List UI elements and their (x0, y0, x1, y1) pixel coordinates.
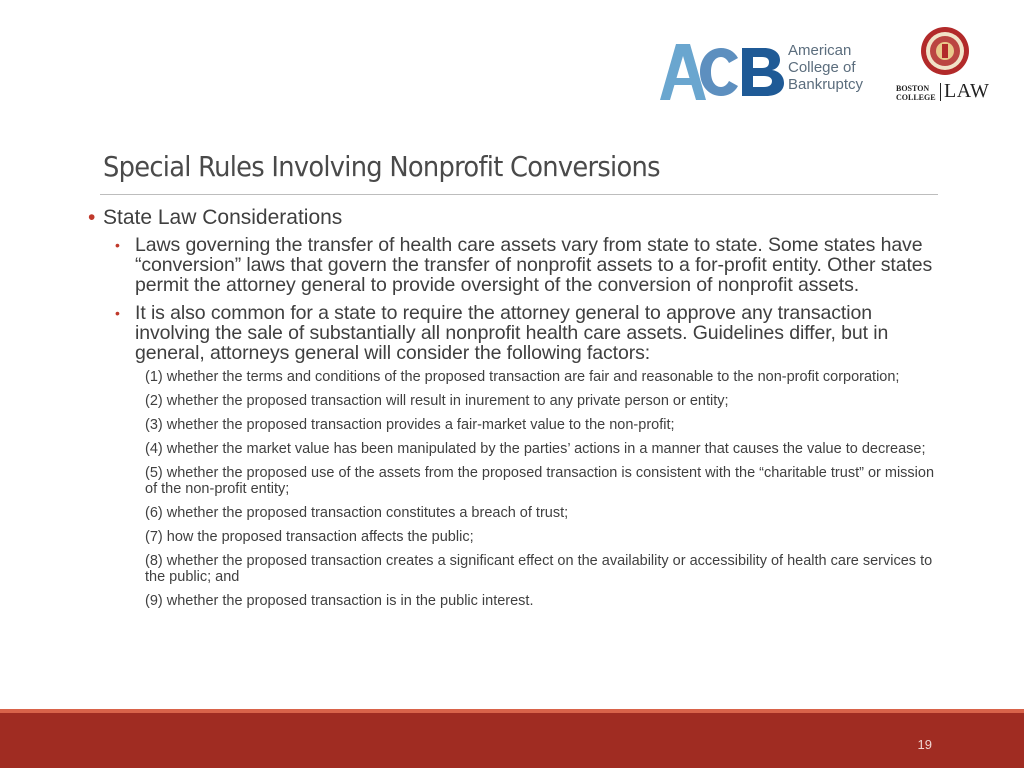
bullet-icon: • (115, 237, 120, 253)
bc-wordmark (896, 80, 996, 104)
bc-seal-icon (920, 26, 970, 76)
factor-item: (5) whether the proposed use of the assets from the proposed transaction is consistent with the “charitable trust” or mission of the non-profit entity; (145, 465, 935, 497)
acb-logo-text (788, 42, 878, 93)
factor-item: (3) whether the proposed transaction provides a fair-market value to the non-profit; (145, 417, 675, 433)
bullet-icon: • (88, 206, 96, 229)
title-divider (100, 194, 938, 195)
factor-item: (4) whether the market value has been manipulated by the parties’ actions in a manner that causes the value to decrease; (145, 441, 926, 457)
factor-item: (2) whether the proposed transaction will result in inurement to any private person or entity; (145, 393, 729, 409)
bc-small-line: COLLEGE (896, 93, 936, 102)
factor-item: (1) whether the terms and conditions of the proposed transaction are fair and reasonable to the non-profit corporation; (145, 369, 900, 385)
factor-item: (6) whether the proposed transaction constitutes a breach of trust; (145, 505, 569, 521)
section-heading (88, 206, 938, 230)
bc-divider (940, 83, 941, 101)
factor-item: (8) whether the proposed transaction creates a significant effect on the availability or accessibility of health care services to the public; and (145, 553, 933, 585)
acb-text-line: American (788, 42, 852, 59)
bullet-item (115, 234, 938, 296)
bullet-item (115, 302, 938, 364)
bullet-text: Laws governing the transfer of health care assets vary from state to state. Some states have “conversion” laws that govern the transfer of nonprofit assets to a for-profit entity. Other states permit the attorney general to provide oversight of the conversion of nonprofit assets. (135, 234, 933, 296)
boston-college-law-logo (896, 26, 1000, 106)
slide-content (88, 206, 938, 609)
factor-item: (9) whether the proposed transaction is in the public interest. (145, 593, 534, 609)
acb-text-line: Bankruptcy (788, 76, 864, 93)
bc-small-line: BOSTON (896, 84, 930, 93)
acb-logo (660, 40, 874, 104)
page-number: 19 (917, 737, 932, 752)
slide-title: Special Rules Involving Nonprofit Conversions (103, 150, 660, 183)
footer-bar (0, 713, 1024, 768)
bc-law-text: LAW (944, 80, 990, 102)
bullet-icon: • (115, 305, 120, 321)
section-heading-text: State Law Considerations (103, 206, 343, 229)
acb-logo-mark (660, 44, 786, 100)
acb-text-line: College of (788, 59, 856, 76)
factor-item: (7) how the proposed transaction affects the public; (145, 529, 474, 545)
bullet-text: It is also common for a state to require the attorney general to approve any transaction involving the sale of substantially all nonprofit health care assets. Guidelines differ, but in general, attorneys general will consider the following factors: (135, 302, 889, 364)
bc-small-text (896, 84, 938, 102)
